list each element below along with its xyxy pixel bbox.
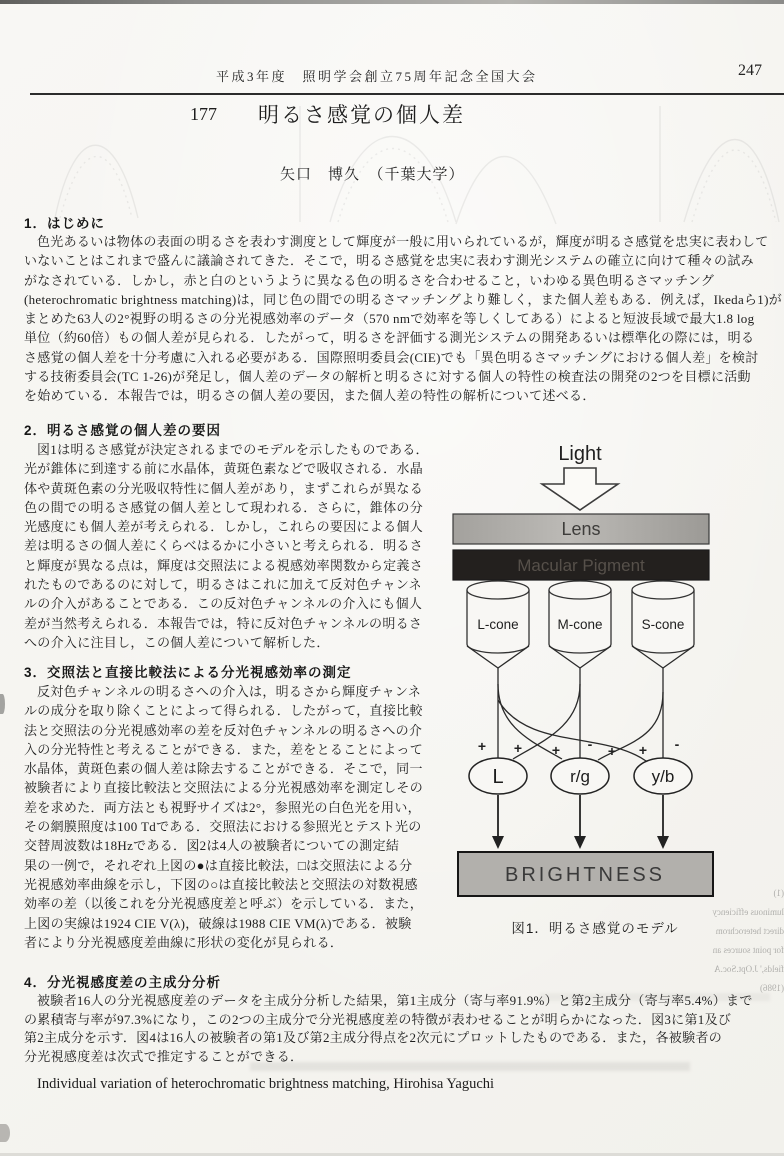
lens-label: Lens	[561, 519, 601, 539]
section-3-heading: 3．交照法と直接比較法による分光視感効率の測定	[24, 665, 352, 680]
section-2-heading: 2．明るさ感覚の個人差の要因	[24, 423, 222, 438]
figure-1-caption: 図1．明るさ感覚のモデル	[511, 921, 679, 936]
body-line: を始めている．本報告では，明るさの個人差の要因，また個人差の特性の解析について述べる．	[24, 388, 596, 404]
svg-text:+: +	[477, 738, 487, 754]
output-arrows	[498, 795, 663, 837]
body-line: 入の分光特性と考えることができる．また，差をとることによって	[24, 741, 424, 757]
section-4-heading: 4．分光視感度差の主成分分析	[24, 975, 222, 990]
m-cone-label: M-cone	[557, 617, 603, 632]
body-line: 法と交照法の分光視感効率の差を反対色チャンネルの明るさへの介	[24, 722, 423, 738]
figure-1	[445, 438, 781, 937]
body-line: する技術委員会(TC 1-26)が発足し，個人差のデータの解析と明るさに対する個人の特性の検査法の開発の2つを目標に活動	[24, 369, 751, 385]
yb-channel-label: y/b	[651, 767, 675, 786]
bleedthrough-reference-text: (1) luminous efficiency direct heterochrom for point sources an fields,' J.Opt.Soc.A (1986)	[712, 888, 784, 993]
brightness-label: BRIGHTNESS	[504, 864, 666, 886]
cone-connections	[467, 646, 694, 761]
light-label: Light	[558, 443, 602, 465]
body-line: ルの成分を取り除くことによって得られる．したがって，直接比較	[24, 703, 423, 719]
body-line: ルの介入があることである．この反対色チャンネルの介入にも個人	[24, 596, 423, 612]
section-2-body	[24, 439, 429, 651]
header-rule	[30, 93, 784, 95]
macular-pigment-label: Macular Pigment	[517, 556, 645, 575]
body-line: 反対色チャンネルの明るさへの介入は，明るさから輝度チャンネ	[37, 684, 422, 699]
body-line: 光が錐体に到達する前に水晶体，黄斑色素などで吸収される．水晶	[24, 461, 424, 477]
section-1-heading: 1．はじめに	[24, 216, 106, 231]
section-4-body	[24, 990, 753, 1064]
svg-text:+: +	[607, 743, 617, 759]
body-line: 色光あるいは物体の表面の明るさを表わす測度として輝度が一般に用いられているが，輝度が明るさ感覚を忠実に表わして	[37, 234, 769, 249]
body-line: さ感覚の個人差を十分考慮に入れる必要がある．国際照明委員会(CIE)でも「異色明るさマッチングにおける個人差」を検討	[24, 349, 759, 365]
svg-text:-: -	[674, 736, 680, 752]
body-line: 図1は明るさ感覚が決定されるまでのモデルを示したものである．	[37, 442, 429, 457]
body-line: 光視感効率曲線を示し，下図の○は直接比較法と交照法の対数視感	[24, 876, 418, 892]
svg-text:+: +	[551, 742, 561, 758]
body-line: 色の間での明るさ感覚の個人差として現われる．さらに，錐体の分	[24, 499, 424, 515]
body-line: 第2主成分を示す．図4は16人の被験者の第1及び第2主成分得点を2次元にプロットしたものである．また，各被験者の	[24, 1030, 722, 1045]
light-arrow-icon	[542, 468, 618, 510]
body-line: 者により分光視感度差曲線に形状の変化が見られる．	[24, 934, 344, 950]
paper-number: 177	[190, 104, 217, 124]
body-line: 差が当然考えられる．本報告では，特に反対色チャンネルの明るさ	[24, 615, 423, 631]
body-line: 果の一例で，それぞれ上図の●は直接比較法，□は交照法による分	[24, 857, 413, 873]
page-number: 247	[738, 62, 762, 79]
body-line: 効率の差（以後これを分光視感度差と呼ぶ）を示している．また，	[24, 896, 424, 912]
body-line: 光感度にも個人差が考えられる．しかし，これらの要因による個人	[24, 519, 424, 535]
svg-text:+: +	[513, 740, 523, 756]
section-3-body	[24, 681, 423, 951]
conference-title: 平成3年度 照明学会創立75周年記念全国大会	[216, 69, 538, 84]
body-line: その網膜照度は100 Tdである．交照法における参照光とテスト光の	[24, 819, 422, 835]
body-line: への介入に注目し，この個人差について解析した．	[24, 634, 330, 650]
output-arrowheads	[492, 836, 669, 849]
s-cone-label: S-cone	[641, 617, 685, 632]
body-line: れたものであるのに対して，明るさはこれに加えて反対色チャンネ	[24, 577, 422, 593]
svg-text:+: +	[638, 742, 648, 758]
body-line: 上図の実線は1924 CIE V(λ)，破線は1988 CIE VM(λ)である．被験	[24, 915, 412, 931]
body-line: 交替周波数は18Hzである．図2は4人の被験者についての測定結	[24, 838, 400, 854]
luminance-channel-label: L	[492, 766, 504, 788]
scan-corner-smudge	[0, 1124, 10, 1142]
rg-channel-label: r/g	[570, 767, 590, 786]
body-line: (heterochromatic brightness matching)は，同じ色の間での明るさマッチングより難しく，また個人差もある．例えば，Ikedaら1)が	[24, 291, 783, 307]
body-line: の累積寄与率が97.3%になり，この2つの主成分で分光視感度差の特徴が表わせることが明らかになった．図3に第1及び	[24, 1011, 732, 1027]
scan-left-mark	[0, 694, 5, 714]
body-line: がなされている．しかし，赤と白のというように異なる色の明るさを合わせること，いわゆる異色明るさマッチング	[24, 272, 715, 288]
body-line: 体や黄斑色素の分光吸収特性に個人差があり，まずこれらが異なる	[24, 480, 424, 496]
brightness-model-diagram	[445, 438, 781, 908]
section-1-body	[24, 231, 782, 405]
body-line: 差を求めた．両方法とも視野サイズは2°，参照光の白色光を用い，	[24, 799, 421, 815]
author-line: 矢口 博久 （千葉大学）	[280, 167, 465, 183]
body-line: 被験者16人の分光視感度差のデータを主成分分析した結果，第1主成分（寄与率91.9%）と第2主成分（寄与率5.4%）まで	[37, 993, 753, 1008]
body-line: いないことはこれまで盛んに議論されてきた．そこで，明るさ感覚を忠実に表わす測光システムの確立に向けて種々の試み	[24, 253, 754, 269]
body-line: 単位（約60倍）もの個人差が見られる．したがって，明るさを評価する測光システムの開発あるいは標準化の際には，明る	[24, 330, 755, 346]
english-title-footer: Individual variation of heterochromatic brightness matching, Hirohisa Yaguchi	[37, 1076, 495, 1092]
body-line: 被験者により直接比較法と交照法による分光視感効率を測定しその	[24, 780, 424, 796]
body-line: まとめた63人の2°視野の明るさの分光視感効率のデータ（570 nmで効率を等しくしてある）によると短波長域で最大1.8 log	[24, 311, 755, 327]
body-line: 差は明るさの個人差にくらべはるかに小さいと考えられる．明るさ	[24, 538, 424, 554]
scan-edge-top	[0, 0, 784, 4]
svg-text:-: -	[587, 736, 593, 752]
body-line: 分光視感度差は次式で推定することができる．	[24, 1048, 304, 1064]
body-line: と輝度が異なる点は，輝度は交照法による視感効率関数から定義さ	[24, 557, 424, 573]
l-cone-label: L-cone	[477, 617, 519, 632]
body-line: 水晶体，黄斑色素の個人差は除去することができる．そこで，同一	[24, 761, 423, 777]
paper-title: 明るさ感覚の個人差	[258, 103, 465, 127]
